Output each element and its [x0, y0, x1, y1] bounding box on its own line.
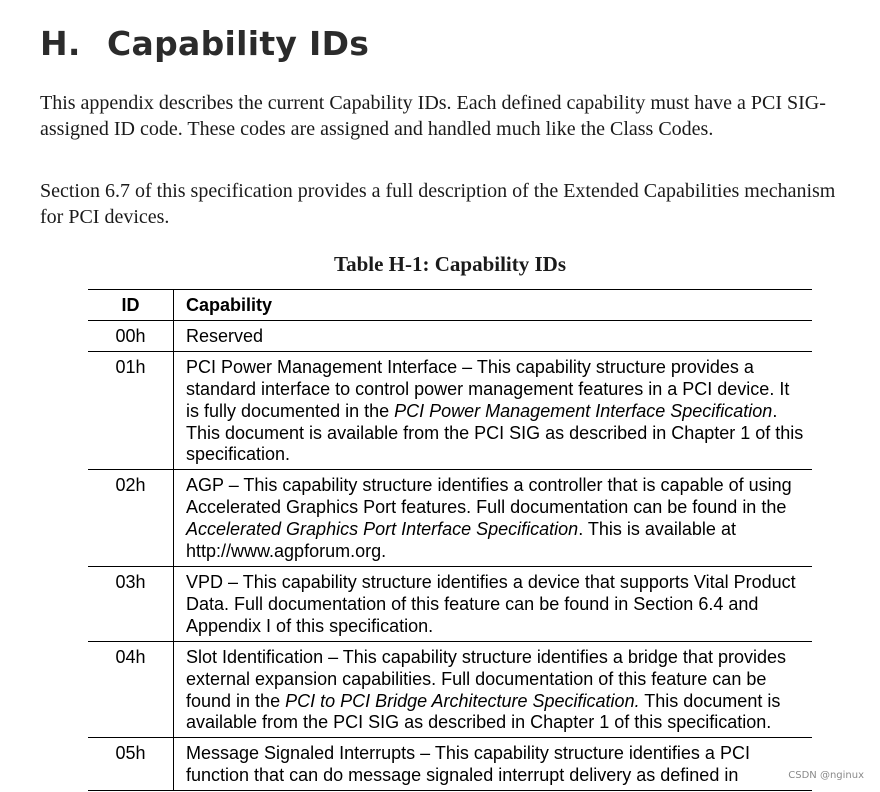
- description-text: Reserved: [186, 325, 264, 346]
- table-row: [88, 320, 812, 351]
- capability-description-cell: [174, 566, 813, 641]
- table-row: [88, 641, 812, 738]
- heading-title: Capability IDs: [107, 24, 370, 63]
- table-body: [88, 320, 812, 790]
- capability-id-cell: 00h: [88, 320, 174, 351]
- spec-title-text: PCI Power Management Interface Specification: [394, 400, 773, 421]
- capability-description-cell: [174, 351, 813, 470]
- capability-description-cell: [174, 470, 813, 567]
- spec-title-text: PCI to PCI Bridge Architecture Specification.: [285, 690, 640, 711]
- description-text: Slot Identification – This capability structure identifies a bridge that provides external expansion capabilities. Full documentation of this feature can be found in the: [186, 646, 786, 711]
- description-text: AGP – This capability structure identifies a controller that is capable of using Accelerated Graphics Port features. Full documentation can be found in the: [186, 475, 792, 518]
- table-row: [88, 470, 812, 567]
- table-row: [88, 351, 812, 470]
- table-row: [88, 566, 812, 641]
- table-row: [88, 738, 812, 791]
- header-id: ID: [88, 290, 174, 321]
- section-reference-paragraph: Section 6.7 of this specification provides a full description of the Extended Capabilities mechanism for PCI devices.: [40, 180, 836, 228]
- description-text: This document is available from the PCI SIG as described in Chapter 1 of this specification.: [186, 690, 781, 733]
- table-caption: Table H-1: Capability IDs: [333, 252, 566, 276]
- capability-id-cell: 01h: [88, 351, 174, 470]
- capability-table: [88, 289, 812, 791]
- watermark: CSDN @nginux: [788, 770, 864, 781]
- intro-paragraph: This appendix describes the current Capability IDs. Each defined capability must have a PCI SIG-assigned ID code. These codes are assigned and handled much like the Class Codes.: [40, 92, 826, 140]
- description-text: Message Signaled Interrupts – This capability structure identifies a PCI function that can do message signaled interrupt delivery as defined in: [186, 743, 750, 786]
- capability-description-cell: [174, 738, 813, 791]
- capability-description-cell: [174, 320, 813, 351]
- capability-id-cell: 03h: [88, 566, 174, 641]
- description-text: PCI Power Management Interface – This capability structure provides a standard interface to control power management features in a PCI device. It is fully documented in the: [186, 356, 790, 421]
- header-capability: Capability: [174, 290, 813, 321]
- page-heading: [40, 24, 369, 63]
- capability-id-cell: 02h: [88, 470, 174, 567]
- spec-title-text: Accelerated Graphics Port Interface Specification: [186, 519, 579, 540]
- capability-id-cell: 05h: [88, 738, 174, 791]
- description-text: . This document is available from the PCI SIG as described in Chapter 1 of this specification.: [186, 400, 804, 465]
- table-header-row: [88, 290, 812, 321]
- heading-number: H.: [40, 24, 81, 63]
- capability-id-cell: 04h: [88, 641, 174, 738]
- description-text: . This is available at http://www.agpforum.org.: [186, 519, 736, 562]
- capability-description-cell: [174, 641, 813, 738]
- description-text: VPD – This capability structure identifies a device that supports Vital Product Data. Full documentation of this feature can be found in Section 6.4 and Appendix I of this specification.: [186, 571, 796, 636]
